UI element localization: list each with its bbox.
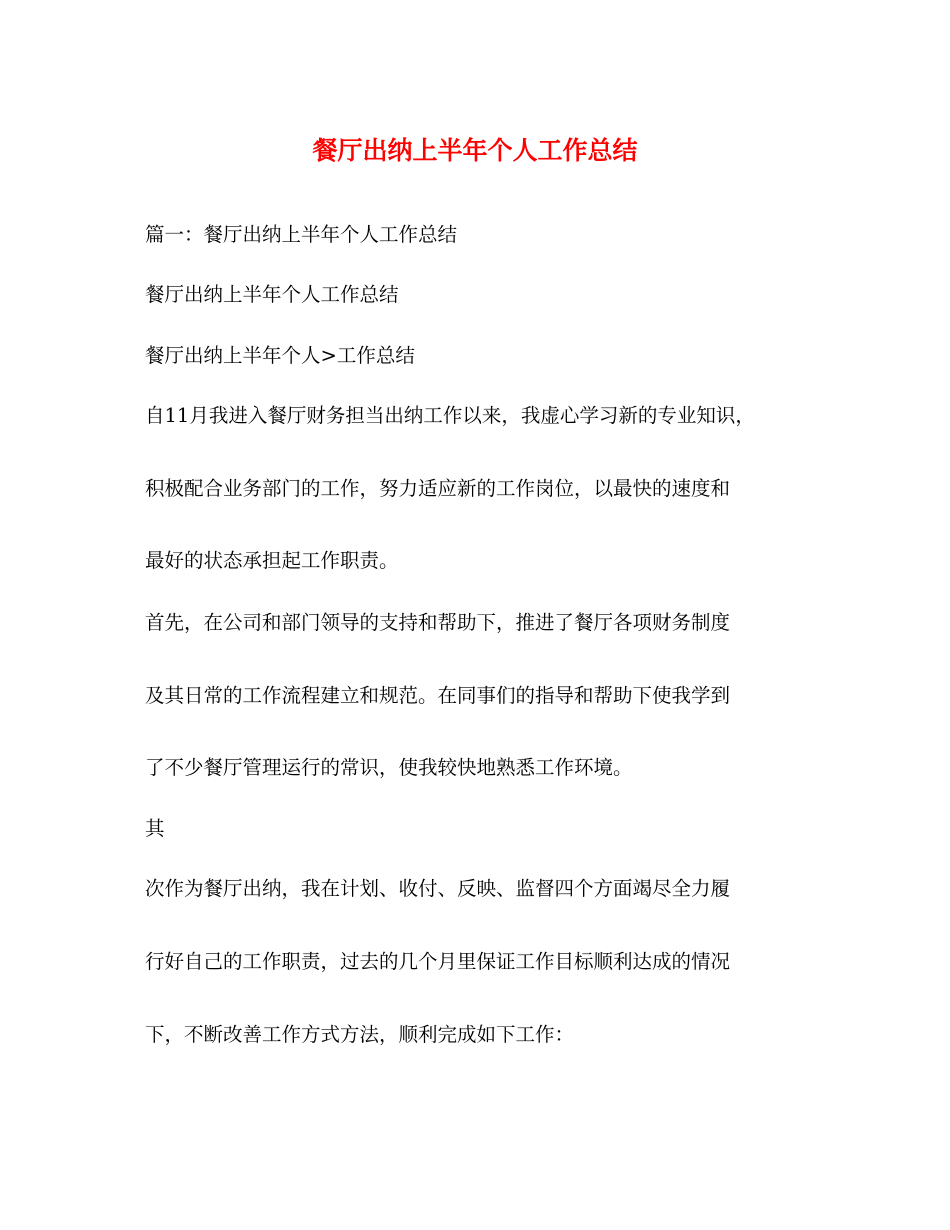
paragraph-line: 行好自己的工作职责，过去的几个月里保证工作目标顺利达成的情况 [145, 950, 731, 973]
paragraph-line: 了不少餐厅管理运行的常识，使我较快地熟悉工作环境。 [145, 756, 633, 779]
paragraph-line: 及其日常的工作流程建立和规范。在同事们的指导和帮助下使我学到 [145, 684, 731, 707]
paragraph-line: 自11月我进入餐厅财务担当出纳工作以来，我虚心学习新的专业知识， [145, 404, 755, 427]
document-title: 餐厅出纳上半年个人工作总结 [312, 136, 638, 165]
paragraph-line: 下，不断改善工作方式方法，顺利完成如下工作： [145, 1023, 575, 1046]
subtitle-line: 餐厅出纳上半年个人工作总结 [145, 283, 399, 306]
paragraph-line: 最好的状态承担起工作职责。 [145, 549, 399, 572]
section-heading: 篇一：餐厅出纳上半年个人工作总结 [145, 223, 458, 246]
subtitle-line: 餐厅出纳上半年个人>工作总结 [145, 344, 415, 367]
paragraph-line: 其 [145, 817, 165, 840]
paragraph-line: 次作为餐厅出纳，我在计划、收付、反映、监督四个方面竭尽全力履 [145, 877, 731, 900]
paragraph-line: 积极配合业务部门的工作，努力适应新的工作岗位，以最快的速度和 [145, 477, 731, 500]
paragraph-line: 首先，在公司和部门领导的支持和帮助下，推进了餐厅各项财务制度 [145, 611, 731, 634]
